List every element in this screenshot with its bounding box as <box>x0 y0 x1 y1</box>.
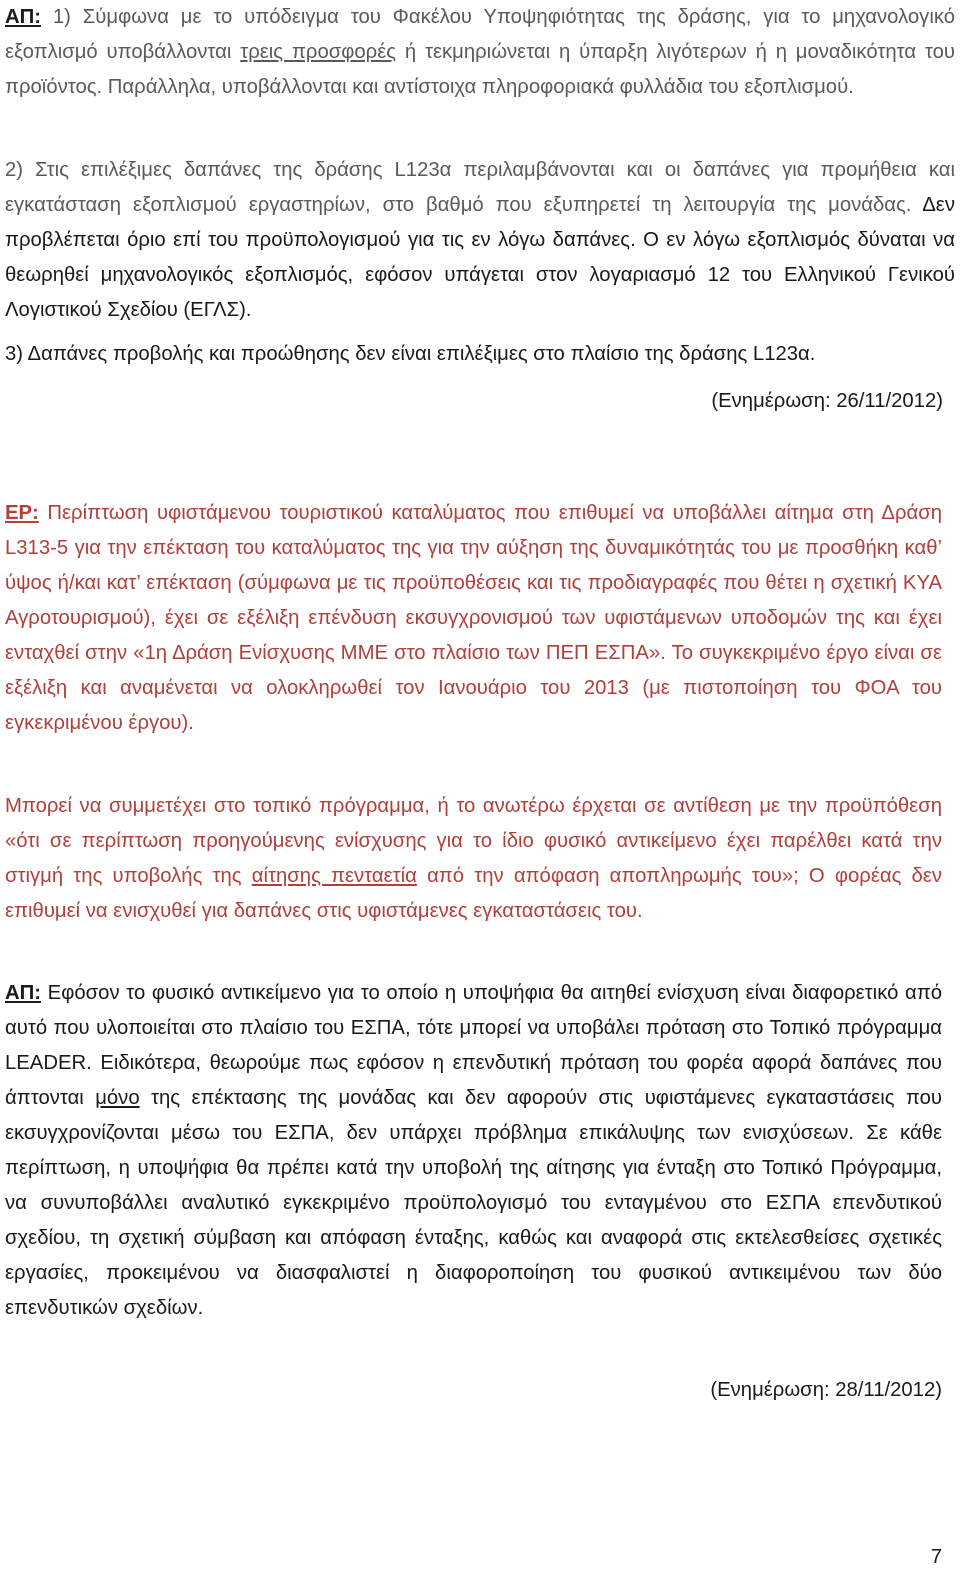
answer-paragraph-4 <box>5 976 942 1326</box>
question-text: Μπορεί να συμμετέχει στο τοπικό πρόγραμμα, ή το ανωτέρω έρχεται σε αντίθεση με την προϋπόθεση «ότι σε περίπτωση προηγούμενης ενίσχυσης για το ίδιο φυσικό αντικείμενο έχει παρέλθει κατά την στιγμή της υποβολής της <box>5 795 942 887</box>
underlined-text: τρεις προσφορές <box>240 41 397 63</box>
question-text: από την απόφαση αποπληρωμής του»; Ο φορέας δεν επιθυμεί να ενισχυθεί για δαπάνες στις υφιστάμενες εγκαταστάσεις του. <box>5 865 943 922</box>
answer-text: 2) Στις επιλέξιμες δαπάνες της δράσης L123α περιλαμβάνονται και οι δαπάνες για προμήθεια και εγκατάσταση εξοπλισμού εργαστηρίων, στο βαθμό που εξυπηρετεί τη λειτουργία της μονάδας. <box>5 159 955 216</box>
page-number: 7 <box>930 1546 942 1568</box>
answer-label: ΑΠ: <box>5 982 42 1004</box>
underlined-text: αίτησης πενταετία <box>251 865 417 887</box>
answer-text: ή τεκμηριώνεται η ύπαρξη λιγότερων ή η μοναδικότητα του προϊόντος. Παράλληλα, υποβάλλονται και αντίστοιχα πληροφοριακά φυλλάδια του εξοπλισμού. <box>5 41 955 98</box>
question-label: ΕΡ: <box>5 502 39 524</box>
underlined-text: μόνο <box>95 1087 140 1109</box>
answer-text: 3) Δαπάνες προβολής και προώθησης δεν είναι επιλέξιμες στο πλαίσιο της δράσης L123α. <box>5 343 816 365</box>
answer-label: ΑΠ: <box>5 6 42 28</box>
answer-text: Δεν προβλέπεται όριο επί του προϋπολογισμού για τις εν λόγω δαπάνες. Ο εν λόγω εξοπλισμός δύναται να θεωρηθεί μηχανολογικός εξοπλισμός, εφόσον υπάγεται στον λογαριασμό 12 του Ελληνικού Γενικού Λογιστικού Σχεδίου (ΕΓΛΣ). <box>5 194 955 321</box>
answer-paragraph-3 <box>5 337 955 372</box>
question-paragraph-1 <box>5 496 942 741</box>
answer-text: της επέκτασης της μονάδας και δεν αφορούν στις υφιστάμενες εγκαταστάσεις που εκσυγχρονίζονται μέσω του ΕΣΠΑ, δεν υπάρχει πρόβλημα επικάλυψης των ενισχύσεων. Σε κάθε περίπτωση, η υποψήφια θα πρέπει κατά την υποβολή της αίτησης για ένταξη στο Τοπικό Πρόγραμμα, να συνυποβάλλει αναλυτικό εγκεκριμένο προϋπολογισμό του ενταγμένου στο ΕΣΠΑ επενδυτικού σχεδίου, τη σχετική σύμβαση και απόφαση ένταξης, καθώς και αναφορά στις εκτελεσθείσες σχετικές εργασίες, προκειμένου να διασφαλιστεί η διαφοροποίηση του φυσικού αντικειμένου των δύο επενδυτικών σχεδίων. <box>5 1087 943 1319</box>
answer-paragraph-1 <box>5 0 955 105</box>
answer-text: Εφόσον το φυσικό αντικείμενο για το οποίο η υποψήφια θα αιτηθεί ενίσχυση είναι διαφορετικό από αυτό που υλοποιείται στο πλαίσιο του ΕΣΠΑ, τότε μπορεί να υποβάλει πρόταση στο Τοπικό πρόγραμμα LEADER. Ειδικότερα, θεωρούμε πως εφόσον η επενδυτική πρόταση του φορέα αφορά δαπάνες που άπτονται <box>5 982 942 1109</box>
answer-text: 1) Σύμφωνα με το υπόδειγμα του Φακέλου Υποψηφιότητας της δράσης, για το μηχανολογικό εξοπλισμό υποβάλλονται <box>5 6 955 63</box>
question-text: Περίπτωση υφιστάμενου τουριστικού καταλύματος που επιθυμεί να υποβάλλει αίτημα στη Δράση L313-5 για την επέκταση του καταλύματος της για την αύξηση της δυναμικότητάς του με προσθήκη καθ’ ύψος ή/και κατ’ επέκταση (σύμφωνα με τις προϋποθέσεις και τις προδιαγραφές που θέτει η σχετική ΚΥΑ Αγροτουρισμού), έχει σε εξέλιξη επένδυση εκσυγχρονισμού των υφιστάμενων υποδομών της και έχει ενταχθεί στην «1η Δράση Ενίσχυσης ΜΜΕ στο πλαίσιο των ΠΕΠ ΕΣΠΑ». Το συγκεκριμένο έργο είναι σε εξέλιξη και αναμένεται να ολοκληρωθεί τον Ιανουάριο του 2013 (με πιστοποίηση του ΦΟΑ του εγκεκριμένου έργου). <box>5 502 942 734</box>
answer-paragraph-2 <box>5 153 955 328</box>
update-date: (Ενημέρωση: 26/11/2012) <box>711 390 943 412</box>
update-date: (Ενημέρωση: 28/11/2012) <box>710 1379 942 1401</box>
question-paragraph-2 <box>5 789 942 929</box>
